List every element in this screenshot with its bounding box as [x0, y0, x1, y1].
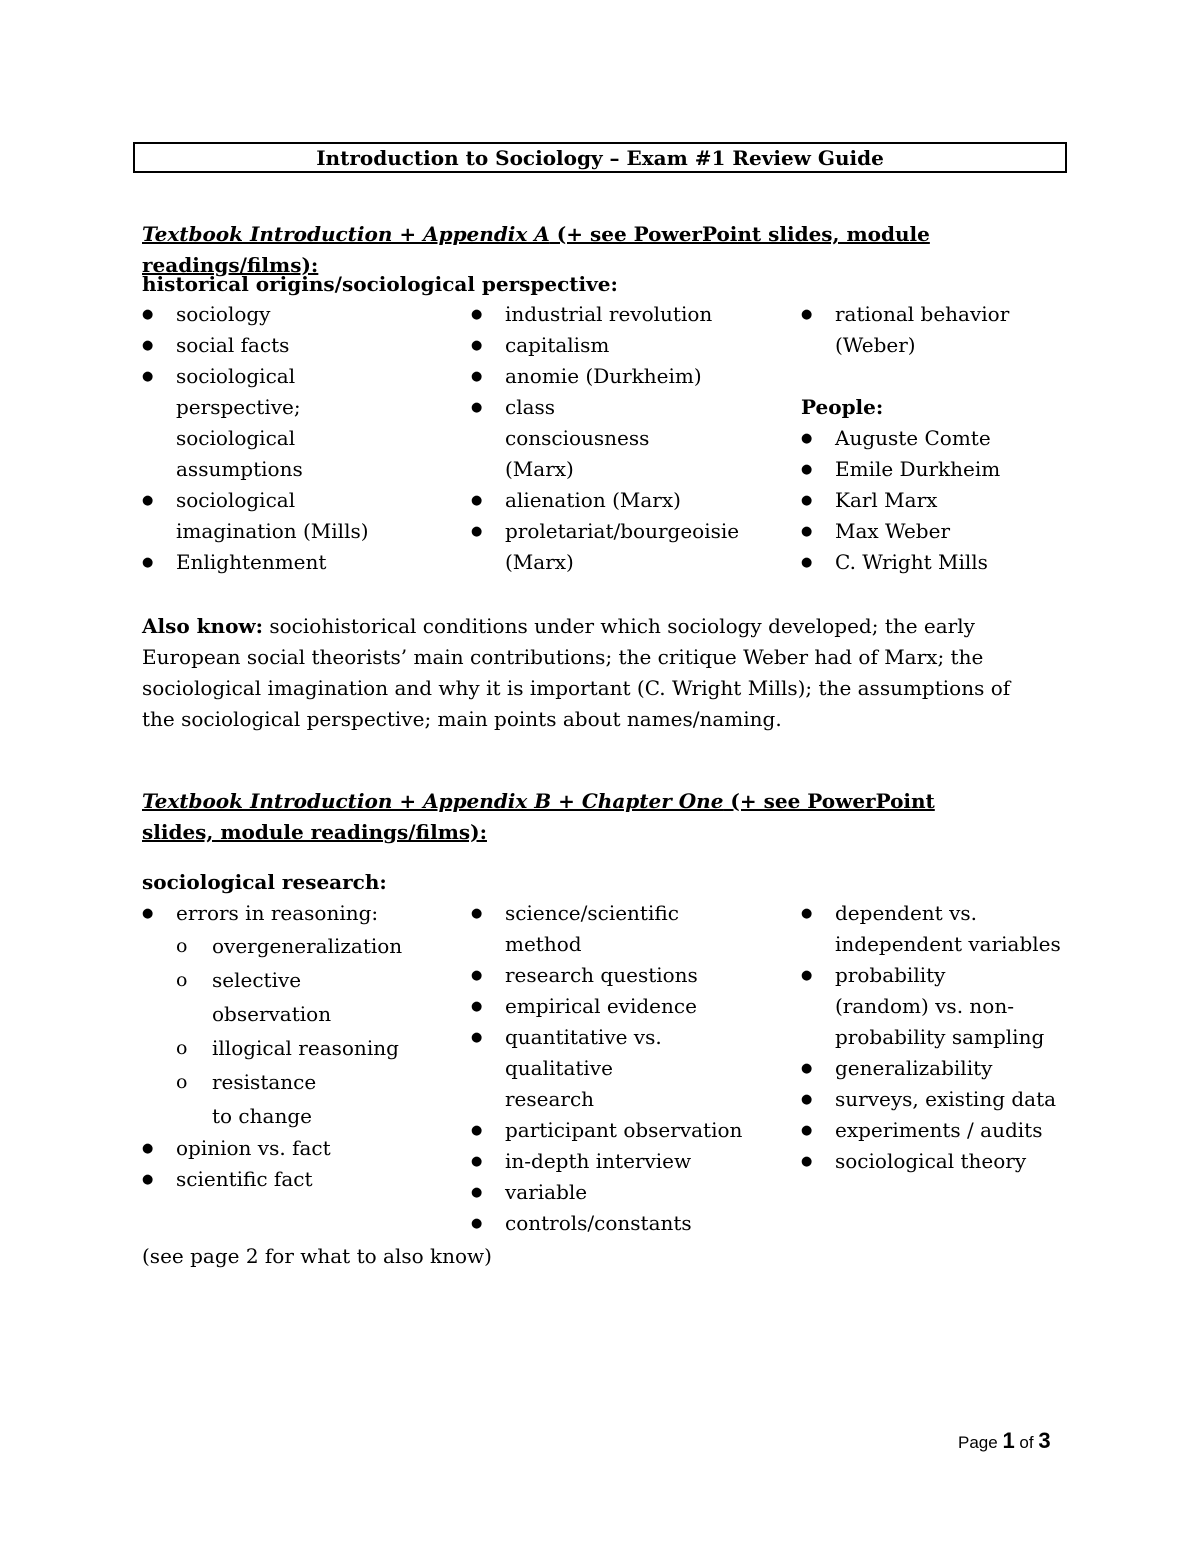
list-item: ● Auguste Comte — [801, 423, 1081, 454]
section1-col3 — [801, 299, 1081, 578]
list-item: ● in-depth interview — [471, 1146, 761, 1177]
list-item: ● science/scientific method — [471, 898, 685, 960]
section1-heading-italic: Textbook Introduction + Appendix A — [142, 222, 550, 246]
list-item: ● C. Wright Mills — [801, 547, 1081, 578]
section1-col3-list — [801, 299, 1081, 361]
section2-subheading: sociological research: — [142, 870, 387, 894]
list-item: ● generalizability — [801, 1053, 1091, 1084]
list-item: ● sociological theory — [801, 1146, 1091, 1177]
list-item: ● industrial revolution — [471, 299, 761, 330]
section2-heading-italic: Textbook Introduction + Appendix B + Chapter One — [142, 789, 724, 813]
sub-list-item: o resistance to change — [176, 1065, 342, 1133]
also-know-label: Also know: — [142, 614, 264, 638]
list-item: ● participant observation — [471, 1115, 761, 1146]
list-item: ● Max Weber — [801, 516, 1081, 547]
sub-list-item: o selective observation — [176, 963, 332, 1031]
list-item: ● probability (random) vs. non-probability sampling — [801, 960, 1045, 1053]
section1-subheading: historical origins/sociological perspective: — [142, 272, 618, 296]
see-page-note: (see page 2 for what to also know) — [142, 1244, 492, 1268]
list-item: ● Enlightenment — [142, 547, 422, 578]
list-item: ● class consciousness (Marx) — [471, 392, 705, 485]
section2-col3-list — [801, 898, 1091, 1177]
section1-col1 — [142, 299, 422, 578]
list-item: ● rational behavior (Weber) — [801, 299, 1015, 361]
page-title: Introduction to Sociology – Exam #1 Review Guide — [133, 142, 1067, 173]
list-item: ● capitalism — [471, 330, 761, 361]
section2-col3 — [801, 898, 1091, 1177]
also-know-paragraph — [142, 611, 1022, 735]
list-item: ● empirical evidence — [471, 991, 761, 1022]
footer-page-number: 1 — [1002, 1428, 1015, 1453]
list-item: ● alienation (Marx) — [471, 485, 761, 516]
section2-heading-rest: (+ see PowerPoint slides, module readings/films): — [142, 789, 935, 844]
section2-col2-list — [471, 898, 761, 1239]
sub-list-item: o overgeneralization — [176, 929, 422, 963]
section2-col1-list — [142, 898, 422, 1195]
people-list — [801, 423, 1081, 578]
section1-heading-rest: (+ see PowerPoint slides, module readings/films): — [142, 222, 930, 277]
section1-col2-list — [471, 299, 761, 578]
list-item: ● opinion vs. fact — [142, 1133, 422, 1164]
list-item: ● variable — [471, 1177, 761, 1208]
list-item: ● sociology — [142, 299, 422, 330]
list-item: ● controls/constants — [471, 1208, 761, 1239]
list-item: ● social facts — [142, 330, 422, 361]
section2-col1 — [142, 898, 422, 1195]
people-label: People: — [801, 395, 884, 419]
footer-of-label: of — [1014, 1433, 1039, 1452]
list-item: ● anomie (Durkheim) — [471, 361, 761, 392]
section2-heading — [142, 786, 1002, 848]
list-item: ● dependent vs. independent variables — [801, 898, 1065, 960]
section2-col2 — [471, 898, 761, 1239]
list-item: ● proletariat/bourgeoisie (Marx) — [471, 516, 745, 578]
list-item: ● Emile Durkheim — [801, 454, 1081, 485]
list-item — [142, 898, 422, 1133]
also-know-text: sociohistorical conditions under which sociology developed; the early European social theorists’ main contributions; the critique Weber had of Marx; the sociological imagination and why it is important (C. Wright Mills); the assumptions of the sociological perspective; main points about names/naming. — [142, 614, 1011, 731]
list-item: ● quantitative vs. qualitative research — [471, 1022, 705, 1115]
page-footer — [958, 1428, 1051, 1454]
list-item: ● research questions — [471, 960, 761, 991]
list-item-label: errors in reasoning: — [176, 901, 379, 925]
sub-list-item: o illogical reasoning — [176, 1031, 422, 1065]
list-item: ● experiments / audits — [801, 1115, 1091, 1146]
section1-col2 — [471, 299, 761, 578]
section1-col1-list — [142, 299, 422, 578]
list-item: ● sociological imagination (Mills) — [142, 485, 376, 547]
reasoning-errors-list — [176, 929, 422, 1133]
list-item: ● sociological perspective; sociological assumptions — [142, 361, 326, 485]
list-item: ● scientific fact — [142, 1164, 422, 1195]
list-item: ● Karl Marx — [801, 485, 1081, 516]
footer-page-label: Page — [958, 1433, 1003, 1452]
footer-page-total: 3 — [1038, 1428, 1051, 1453]
list-item: ● surveys, existing data — [801, 1084, 1091, 1115]
